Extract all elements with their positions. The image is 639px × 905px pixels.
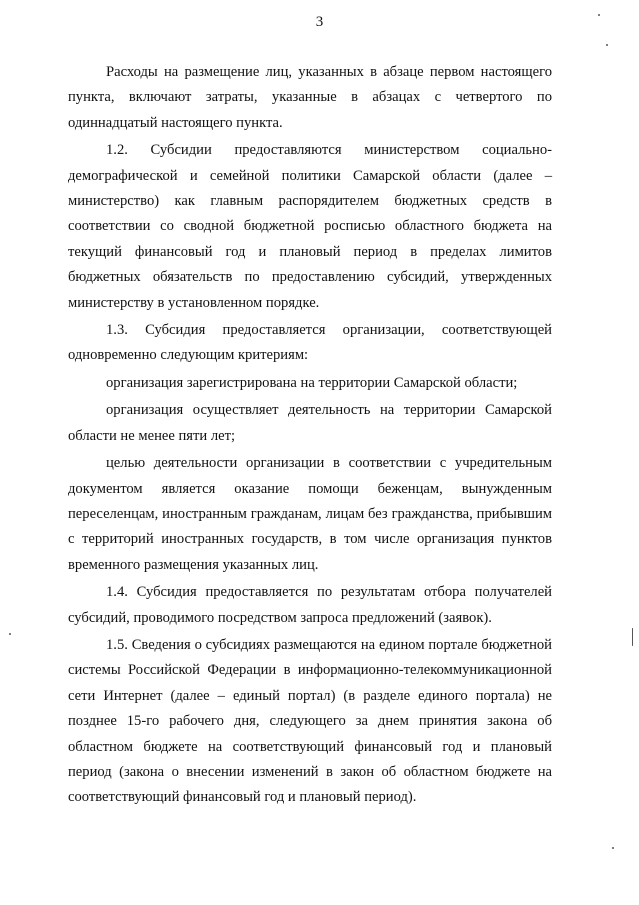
criterion-activity-duration: организация осуществляет деятельность на территории Самарской области не менее пяти лет;: [68, 402, 552, 444]
criterion-registration: организация зарегистрирована на территории Самарской области;: [106, 374, 518, 391]
document-body: [68, 60, 552, 813]
criterion-purpose: целью деятельности организации в соответствии с учредительным документом является оказание помощи беженцам, вынужденным переселенцам, иностранным гражданам, лицам без гражданства, прибывшим с территорий иностранных государств, в том числе организация пунктов временного размещения указанных лиц.: [68, 455, 552, 573]
scan-speck: [598, 14, 600, 16]
page-number: 3: [315, 14, 324, 30]
paragraph-expenses: Расходы на размещение лиц, указанных в абзаце первом настоящего пункта, включают затраты, указанные в абзацах с четвертого по одиннадцатый настоящего пункта.: [68, 64, 552, 131]
scan-speck: [612, 847, 614, 849]
paragraph-1-2: 1.2. Субсидии предоставляются министерством социально-демографической и семейной политики Самарской области (далее – министерство) как главным распорядителем бюджетных средств в соответствии со сводной бюджетной росписью областного бюджета на текущий финансовый год и плановый период в пределах лимитов бюджетных обязательств по предоставлению субсидий, утвержденных министерству в установленном порядке.: [68, 142, 552, 311]
scan-speck: [632, 628, 633, 646]
paragraph-1-4: 1.4. Субсидия предоставляется по результатам отбора получателей субсидий, проводимого посредством запроса предложений (заявок).: [68, 584, 552, 626]
paragraph-1-5: 1.5. Сведения о субсидиях размещаются на едином портале бюджетной системы Российской Федерации в информационно-телекоммуникационной сети Интернет (далее – единый портал) (в разделе единого портала) не позднее 15-го рабочего дня, следующего за днем принятия закона об областном бюджете на соответствующий финансовый год и плановый период (закона о внесении изменений в закон об областном бюджете на соответствующий финансовый год и плановый период).: [68, 636, 552, 806]
scan-speck: [9, 633, 11, 635]
paragraph-1-3: 1.3. Субсидия предоставляется организации, соответствующей одновременно следующим критериям:: [68, 322, 552, 364]
scan-speck: [606, 44, 608, 46]
